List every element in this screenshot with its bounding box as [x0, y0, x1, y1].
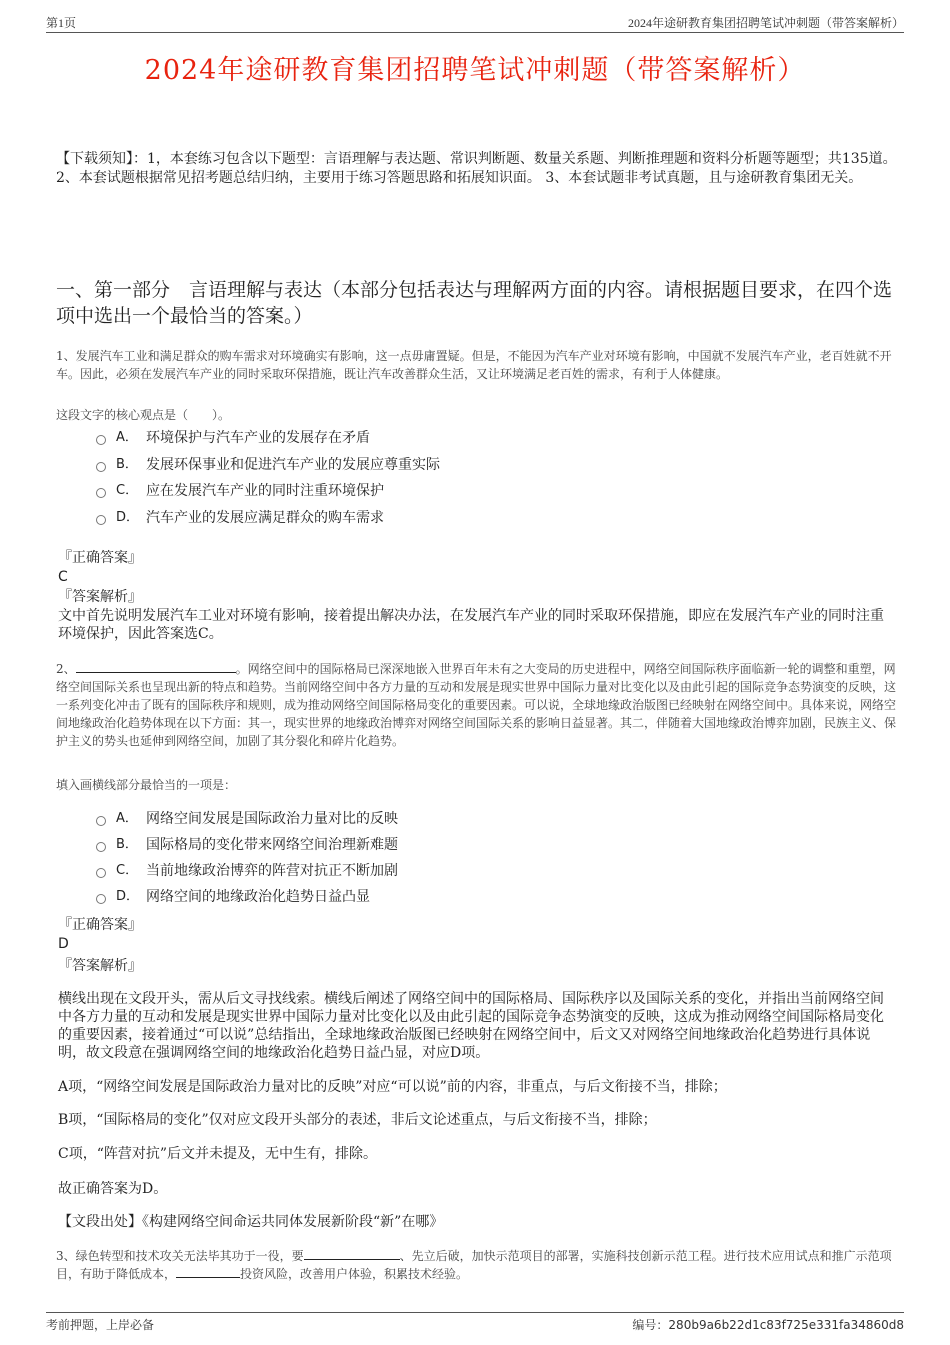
q1-question: 这段文字的核心观点是（ ）。 — [56, 408, 231, 422]
q2-analysis-label: 『答案解析』 — [58, 958, 142, 974]
q2-option-c[interactable]: C． 当前地缘政治博弈的阵营对抗正不断加剧 — [96, 862, 398, 880]
radio-icon[interactable] — [96, 462, 106, 472]
q2-blank — [76, 660, 236, 673]
header-divider — [46, 32, 904, 33]
q2-answer: D — [58, 936, 69, 952]
header-doc-title: 2024年途研教育集团招聘笔试冲刺题（带答案解析） — [627, 16, 904, 30]
q2-option-b[interactable]: B． 国际格局的变化带来网络空间治理新难题 — [96, 836, 398, 854]
q2-option-b-note: B项，“国际格局的变化”仅对应文段开头部分的表述，非后文论述重点，与后文衔接不当，排除； — [58, 1112, 657, 1128]
radio-icon[interactable] — [96, 868, 106, 878]
q2-answer-label: 『正确答案』 — [58, 917, 142, 933]
q1-option-a[interactable]: A． 环境保护与汽车产业的发展存在矛盾 — [96, 429, 370, 447]
q1-analysis-label: 『答案解析』 — [58, 589, 142, 605]
footer-code: 编号：280b9a6b22d1c83f725e331fa34860d8 — [632, 1318, 904, 1332]
q2-source: 【文段出处】《构建网络空间命运共同体发展新阶段“新”在哪》 — [58, 1214, 444, 1230]
radio-icon[interactable] — [96, 515, 106, 525]
radio-icon[interactable] — [96, 842, 106, 852]
q2-stem: 2、 。网络空间中的国际格局已深深地嵌入世界百年未有之大变局的历史进程中，网络空间国际秩序面临新一轮的调整和重塑，网络空间国际关系也呈现出新的特点和趋势。当前网络空间中各方力量的互动和发展是现实世界中国际力量对比变化以及由此引起的国际竞争态势演变的反映，这一系列变化冲击了既有的国际秩序和规则，成为推动网络空间国际格局变化的重要因素。可以说，全球地缘政治版图已经映射在网络空间中。具体来说，网络空间地缘政治化趋势体现在以下方面：其一，现实世界的地缘政治博弈对网络空间国际关系的影响日益显著。其二，伴随着大国地缘政治博弈加剧，民族主义、保护主义的势头也延伸到网络空间，加剧了其分裂化和碎片化趋势。 — [56, 662, 897, 748]
q2-question: 填入画横线部分最恰当的一项是： — [56, 778, 237, 792]
q2-option-a-note: A项，“网络空间发展是国际政治力量对比的反映”对应“可以说”前的内容，非重点，与后文衔接不当，排除； — [58, 1079, 727, 1095]
q3-stem: 3、绿色转型和技术攻关无法毕其功于一役，要 、先立后破，加快示范项目的部署，实施科技创新示范工程。进行技术应用试点和推广示范项目，有助于降低成本， 投资风险，改善用户体验，积累技术经验。 — [56, 1249, 892, 1281]
footer-divider — [46, 1312, 904, 1313]
q1-answer: C — [58, 569, 68, 585]
q1-option-b[interactable]: B． 发展环保事业和促进汽车产业的发展应尊重实际 — [96, 456, 440, 474]
radio-icon[interactable] — [96, 894, 106, 904]
q2-option-d[interactable]: D． 网络空间的地缘政治化趋势日益凸显 — [96, 888, 370, 906]
q2-analysis: 横线出现在文段开头，需从后文寻找线索。横线后阐述了网络空间中的国际格局、国际秩序以及国际关系的变化，并指出当前网络空间中各方力量的互动和发展是现实世界中国际力量对比变化以及由此引起的国际竞争态势演变的反映，这成为推动网络空间国际格局变化的重要因素，接着通过“可以说”总结指出，全球地缘政治版图已经映射在网络空间中，后文又对网络空间地缘政治化趋势进行具体说明，故文段意在强调网络空间的地缘政治化趋势日益凸显，对应D项。 — [58, 991, 884, 1061]
q2-option-c-note: C项，“阵营对抗”后文并未提及，无中生有，排除。 — [58, 1146, 378, 1162]
q2-conclusion: 故正确答案为D。 — [58, 1181, 168, 1197]
page-number: 第1页 — [46, 16, 77, 30]
q1-option-d[interactable]: D． 汽车产业的发展应满足群众的购车需求 — [96, 509, 384, 527]
q1-analysis: 文中首先说明发展汽车工业对环境有影响，接着提出解决办法，在发展汽车产业的同时采取环保措施，即应在发展汽车产业的同时注重环境保护，因此答案选C。 — [58, 608, 884, 642]
page-title: 2024年途研教育集团招聘笔试冲刺题（带答案解析） — [144, 55, 806, 86]
q3-blank-1 — [304, 1247, 400, 1260]
radio-icon[interactable] — [96, 816, 106, 826]
q1-answer-label: 『正确答案』 — [58, 550, 142, 566]
q2-option-a[interactable]: A． 网络空间发展是国际政治力量对比的反映 — [96, 810, 398, 828]
q1-stem: 1、发展汽车工业和满足群众的购车需求对环境确实有影响，这一点毋庸置疑。但是，不能因为汽车产业对环境有影响，中国就不发展汽车产业，老百姓就不开车。因此，必须在发展汽车产业的同时采取环保措施，既让汽车改善群众生活，又让环境满足老百姓的需求，有利于人体健康。 — [56, 349, 892, 381]
footer-slogan: 考前押题，上岸必备 — [46, 1318, 155, 1332]
radio-icon[interactable] — [96, 488, 106, 498]
radio-icon[interactable] — [96, 435, 106, 445]
q3-blank-2 — [176, 1265, 240, 1278]
download-notice: 【下载须知】：1，本套练习包含以下题型：言语理解与表达题、常识判断题、数量关系题、判断推理题和资料分析题等题型；共135道。 2、本套试题根据常见招考题总结归纳，主要用于练习答题思路和拓展知识面。 3、本套试题非考试真题，且与途研教育集团无关。 — [56, 151, 897, 186]
q1-option-c[interactable]: C． 应在发展汽车产业的同时注重环境保护 — [96, 482, 384, 500]
section-heading: 一、第一部分 言语理解与表达（本部分包括表达与理解两方面的内容。请根据题目要求，在四个选项中选出一个最恰当的答案。） — [56, 279, 893, 327]
